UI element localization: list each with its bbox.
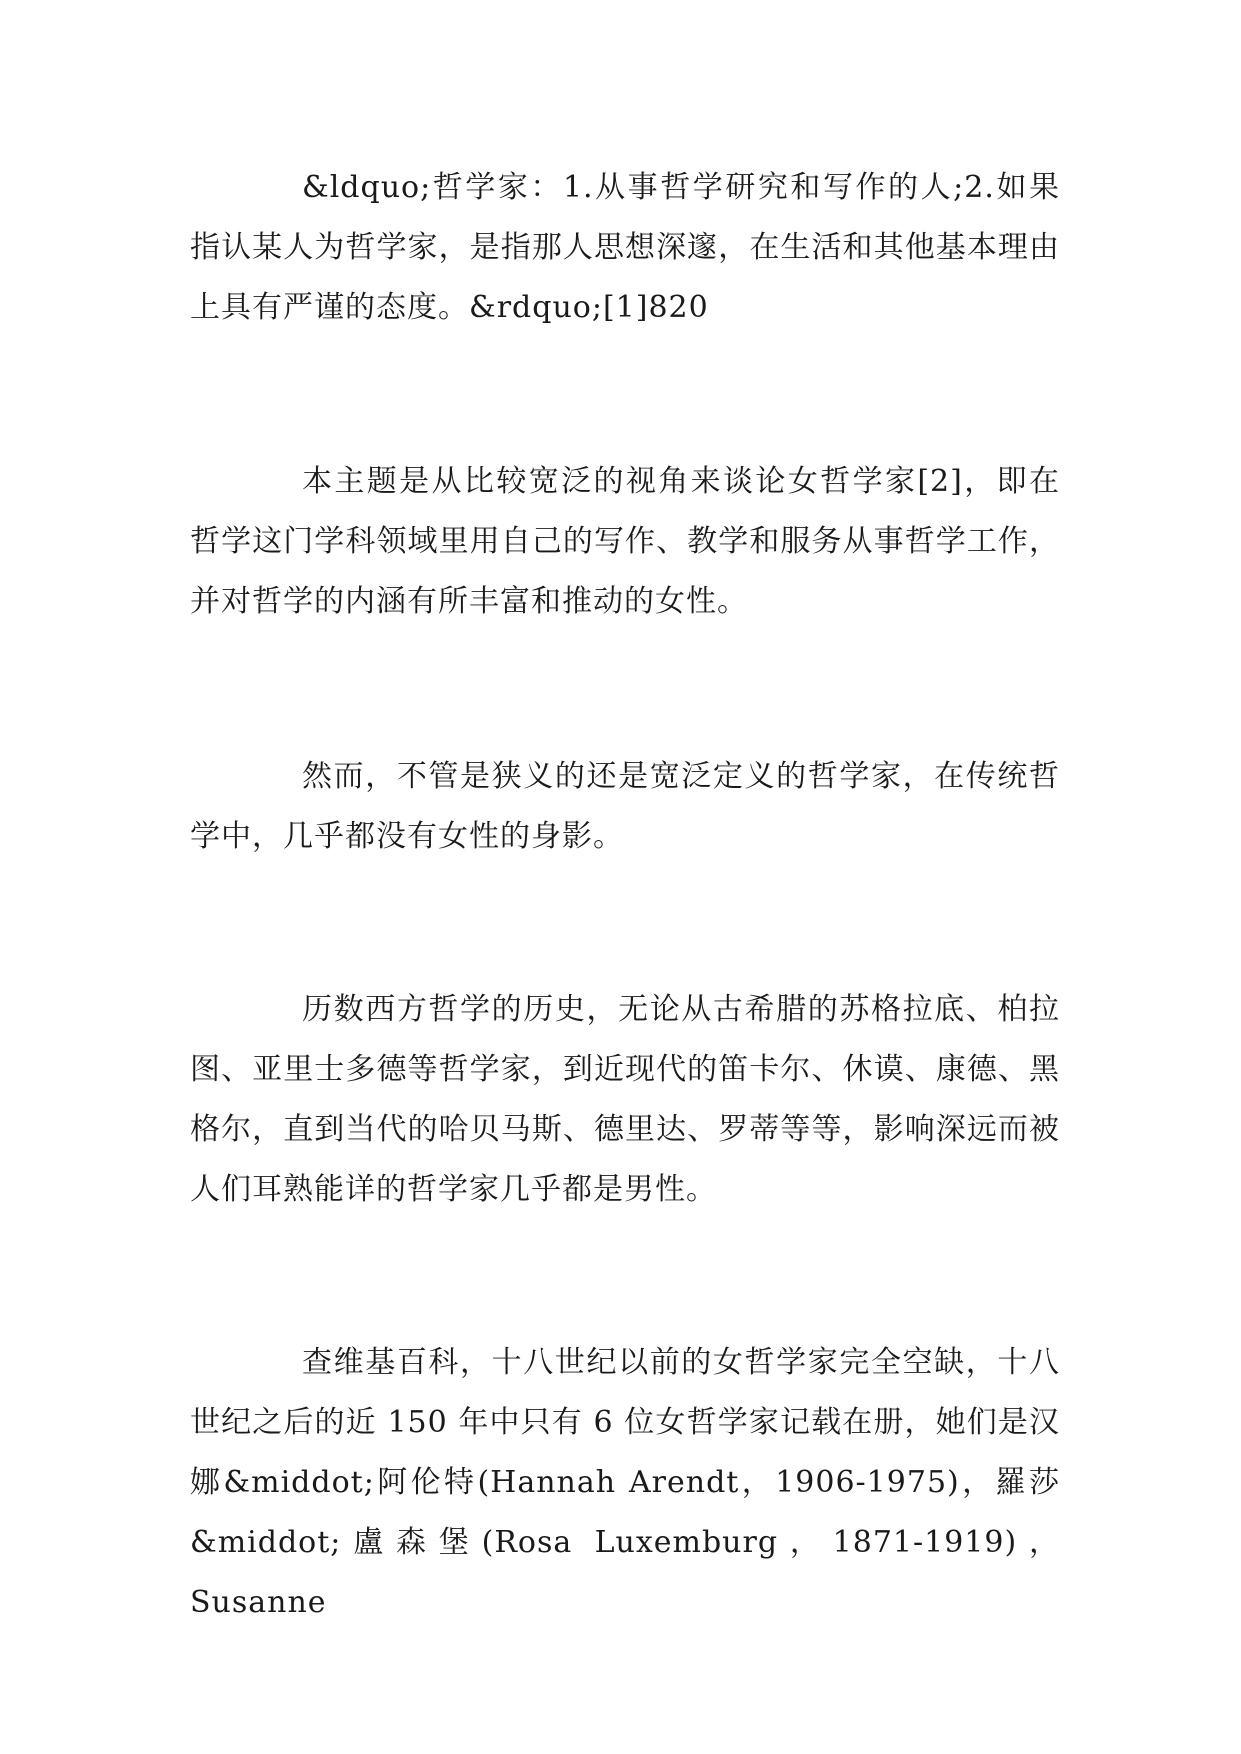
paragraph-theme-scope: 本主题是从比较宽泛的视角来谈论女哲学家[2]，即在哲学这门学科领域里用自己的写作、教学和服务从事哲学工作，并对哲学的内涵有所丰富和推动的女性。 bbox=[190, 464, 1060, 619]
paragraph-western-history: 历数西方哲学的历史，无论从古希腊的苏格拉底、柏拉图、亚里士多德等哲学家，到近现代的笛卡尔、休谟、康德、黑格尔，直到当代的哈贝马斯、德里达、罗蒂等等，影响深远而被人们耳熟能详的哲学家几乎都是男性。 bbox=[190, 992, 1060, 1207]
paragraph-philosopher-definition: &ldquo;哲学家：1.从事哲学研究和写作的人;2.如果指认某人为哲学家，是指那人思想深邃，在生活和其他基本理由上具有严谨的态度。&rdquo;[1]820 bbox=[190, 170, 1060, 325]
paragraph-absence-of-women: 然而，不管是狭义的还是宽泛定义的哲学家，在传统哲学中，几乎都没有女性的身影。 bbox=[190, 759, 1060, 854]
paragraph-wikipedia-record: 查维基百科，十八世纪以前的女哲学家完全空缺，十八世纪之后的近 150 年中只有 6 位女哲学家记载在册，她们是汉娜&middot;阿伦特(Hannah Arendt，1906-1975)，羅莎&middot;盧森堡(Rosa Luxemburg，1871-1919)，Susanne bbox=[190, 1345, 1060, 1620]
